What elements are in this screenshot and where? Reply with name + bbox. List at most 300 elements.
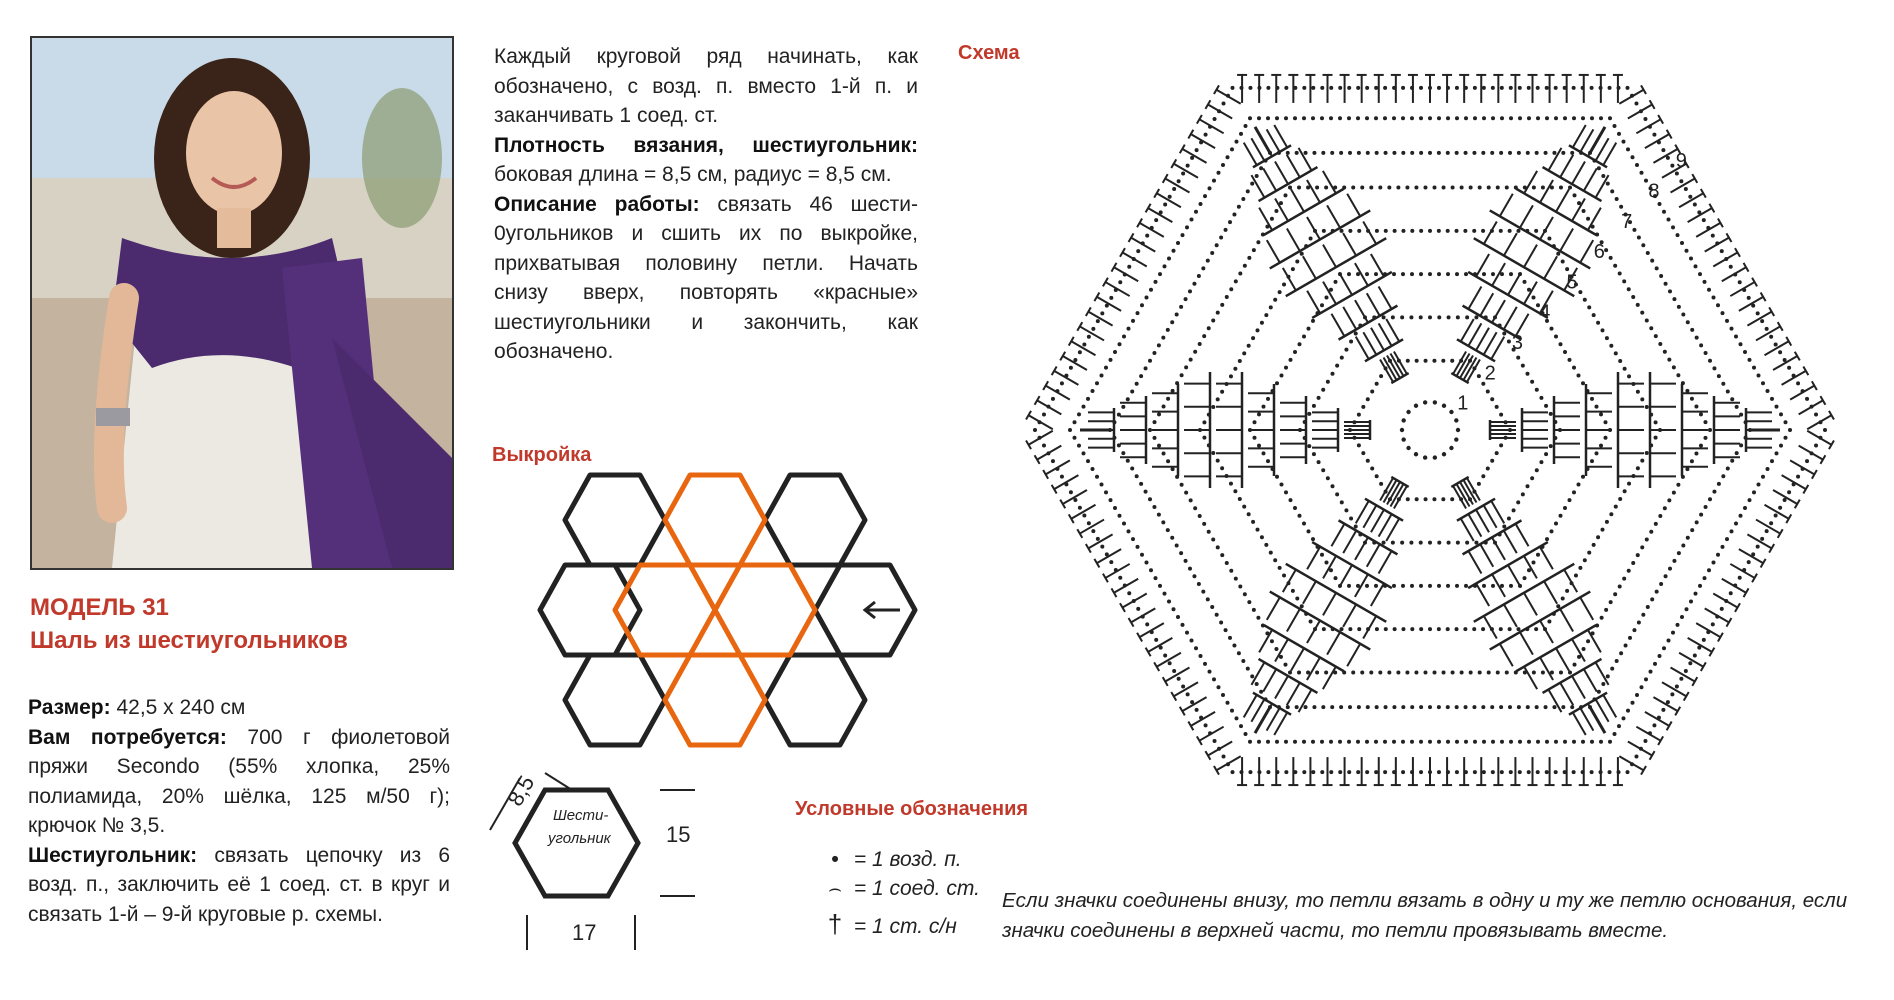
chain-dot: [1248, 770, 1252, 774]
chain-dot: [1568, 358, 1572, 362]
chain-dot: [1244, 732, 1248, 736]
double-crochet-stitch: [1097, 297, 1121, 311]
petal-stitch: [1343, 531, 1356, 554]
chain-dot: [1627, 569, 1631, 573]
petal-stitch: [1596, 662, 1609, 685]
chain-dot: [1302, 86, 1306, 90]
chain-dot: [1383, 740, 1387, 744]
chain-dot: [1619, 651, 1623, 655]
chain-dot: [1617, 724, 1621, 728]
chain-dot: [1307, 529, 1311, 533]
density-label: Плотность вязания, шестиугольник:: [494, 133, 918, 157]
chain-dot: [1130, 466, 1134, 470]
chain-dot: [1419, 541, 1423, 545]
chain-dot: [1689, 599, 1693, 603]
chain-dot: [1581, 475, 1585, 479]
petal-stitch: [1307, 217, 1320, 240]
chain-dot: [1351, 186, 1355, 190]
double-crochet-stitch: [1131, 238, 1155, 252]
chain-dot: [1295, 705, 1299, 709]
chain-dot: [1694, 592, 1698, 596]
chain-dot: [1693, 203, 1697, 207]
chain-dot: [1606, 674, 1610, 678]
chain-dot: [1661, 148, 1665, 152]
double-crochet-stitch: [1730, 564, 1754, 578]
chain-dot: [1311, 770, 1315, 774]
chain-dot: [1410, 627, 1414, 631]
chain-dot: [1661, 708, 1665, 712]
chain-dot: [1640, 397, 1644, 401]
chain-dot: [1587, 305, 1591, 309]
chain-dot: [1096, 319, 1100, 323]
chain-dot: [1570, 151, 1574, 155]
chain-dot: [1211, 405, 1215, 409]
chain-dot: [1136, 545, 1140, 549]
chain-dot: [1561, 705, 1565, 709]
chain-dot: [1668, 289, 1672, 293]
chain-dot: [1238, 272, 1242, 276]
chain-dot: [1532, 670, 1536, 674]
chain-dot: [1100, 483, 1104, 487]
chain-dot: [1446, 705, 1450, 709]
chain-dot: [1516, 627, 1520, 631]
chain-dot: [1527, 770, 1531, 774]
chain-dot: [1247, 512, 1251, 516]
petal-stitch: [1323, 593, 1336, 616]
petal-stitch: [1492, 300, 1505, 323]
chain-dot: [1192, 574, 1196, 578]
chain-dot: [1597, 690, 1601, 694]
chain-dot: [1221, 163, 1225, 167]
chain-dot: [1677, 305, 1681, 309]
chain-dot: [1091, 327, 1095, 331]
chain-dot: [1472, 229, 1476, 233]
chain-dot: [1704, 505, 1708, 509]
chain-dot: [1190, 218, 1194, 222]
chain-dot: [1157, 412, 1161, 416]
chain-dot: [1172, 669, 1176, 673]
chain-dot: [1694, 264, 1698, 268]
petal-stitch: [1307, 547, 1320, 570]
chain-dot: [1495, 451, 1499, 455]
chain-dot: [1631, 561, 1635, 565]
petal-stitch: [1520, 632, 1533, 655]
chain-dot: [1563, 116, 1567, 120]
chain-dot: [1561, 259, 1565, 263]
chain-dot: [1216, 545, 1220, 549]
chain-dot: [1419, 627, 1423, 631]
legend-slip-text: = 1 соед. ст.: [853, 877, 980, 900]
chain-dot: [1331, 372, 1335, 376]
double-crochet-stitch: [1722, 267, 1746, 281]
double-crochet-stitch: [1790, 386, 1814, 400]
chain-dot: [1338, 116, 1342, 120]
chain-dot: [1260, 321, 1264, 325]
chain-dot: [1312, 705, 1316, 709]
center-chain-dot: [1401, 418, 1405, 422]
double-crochet-stitch: [1705, 238, 1729, 252]
chain-dot: [1726, 390, 1730, 394]
chain-dot: [1509, 740, 1513, 744]
chain-dot: [1273, 298, 1277, 302]
chain-dot: [1073, 420, 1077, 424]
chain-dot: [1451, 670, 1455, 674]
chain-dot: [1136, 311, 1140, 315]
chain-dot: [1100, 545, 1104, 549]
chain-dot: [1469, 670, 1473, 674]
chain-dot: [1302, 334, 1306, 338]
chain-dot: [1118, 514, 1122, 518]
chain-dot: [1291, 589, 1295, 593]
row-number-label: 9: [1675, 150, 1687, 173]
chain-dot: [1232, 212, 1236, 216]
petal-stitch: [1484, 616, 1497, 639]
chain-dot: [1766, 467, 1770, 471]
hexagon-value: связать цепочку из 6 возд. п., заключить её 1 соед. ст. в круг и связать 1-й – 9-й круговые р. схемы.: [28, 843, 450, 926]
petal-stitch: [1524, 667, 1537, 690]
chain-dot: [1769, 335, 1773, 339]
chain-dot: [1712, 295, 1716, 299]
chain-dot: [1703, 436, 1707, 440]
chain-dot: [1738, 280, 1742, 284]
double-crochet-stitch: [1216, 90, 1240, 104]
chain-dot: [1518, 86, 1522, 90]
chain-dot: [1304, 705, 1308, 709]
chain-dot: [1720, 607, 1724, 611]
chain-dot: [1721, 474, 1725, 478]
chain-dot: [1391, 541, 1395, 545]
chain-dot: [1640, 311, 1644, 315]
chain-dot: [1202, 436, 1206, 440]
chain-dot: [1121, 405, 1125, 409]
chain-dot: [1233, 367, 1237, 371]
chain-dot: [1464, 272, 1468, 276]
chain-dot: [1252, 608, 1256, 612]
hex-black-5: [565, 655, 665, 745]
chain-dot: [1179, 305, 1183, 309]
chain-dot: [1743, 350, 1747, 354]
chain-dot: [1717, 374, 1721, 378]
chain-dot: [1455, 705, 1459, 709]
chain-dot: [1186, 692, 1190, 696]
chain-dot: [1775, 451, 1779, 455]
chain-dot: [1239, 724, 1243, 728]
schema-label: Схема: [958, 42, 1020, 64]
chain-dot: [1401, 272, 1405, 276]
chain-dot: [1118, 342, 1122, 346]
chain-dot: [1521, 364, 1525, 368]
chain-dot: [1632, 628, 1636, 632]
chain-dot: [1645, 405, 1649, 409]
chain-dot: [1320, 303, 1324, 307]
chain-dot: [1243, 592, 1247, 596]
chain-dot: [1617, 132, 1621, 136]
chain-dot: [1091, 467, 1095, 471]
petal-stitch: [1287, 609, 1300, 632]
chain-dot: [1401, 151, 1405, 155]
chain-dot: [1721, 382, 1725, 386]
petal-stitch: [1500, 194, 1513, 217]
chain-dot: [1729, 591, 1733, 595]
chain-dot: [1365, 116, 1369, 120]
chain-dot: [1512, 508, 1516, 512]
chain-dot: [1695, 336, 1699, 340]
chain-dot: [1428, 116, 1432, 120]
chain-dot: [1676, 623, 1680, 627]
chain-dot: [1384, 705, 1388, 709]
chain-dot: [1823, 428, 1827, 432]
chain-dot: [1095, 381, 1099, 385]
petal-stitch: [1480, 544, 1493, 567]
chain-dot: [1536, 86, 1540, 90]
chain-dot: [1640, 459, 1644, 463]
chain-dot: [1508, 627, 1512, 631]
chain-dot: [1207, 326, 1211, 330]
double-crochet-stitch: [1054, 475, 1078, 489]
chain-dot: [1541, 670, 1545, 674]
chain-dot: [1199, 654, 1203, 658]
chain-dot: [1280, 483, 1284, 487]
note-text: Если значки соединены внизу, то петли вязать в одну и ту же петлю основания, если значки соединены в верхней части, то петли провязывать вместе.: [1002, 889, 1848, 942]
chain-dot: [1127, 265, 1131, 269]
double-crochet-stitch: [1799, 400, 1823, 414]
chain-dot: [1338, 770, 1342, 774]
chain-dot: [1229, 569, 1233, 573]
chain-dot: [1547, 236, 1551, 240]
chain-dot: [1234, 279, 1238, 283]
chain-dot: [1330, 151, 1334, 155]
chain-dot: [1256, 528, 1260, 532]
chain-dot: [1325, 561, 1329, 565]
chain-dot: [1649, 326, 1653, 330]
chain-dot: [1636, 466, 1640, 470]
chain-dot: [1788, 428, 1792, 432]
chain-dot: [1658, 202, 1662, 206]
chain-dot: [1787, 490, 1791, 494]
chain-dot: [1735, 451, 1739, 455]
petal-stitch: [1275, 162, 1288, 185]
petal-stitch: [1468, 551, 1481, 574]
chain-dot: [1401, 584, 1405, 588]
chain-dot: [1635, 163, 1639, 167]
chain-dot: [1185, 225, 1189, 229]
chain-dot: [1197, 274, 1201, 278]
chain-dot: [1615, 659, 1619, 663]
chain-dot: [1264, 543, 1268, 547]
chain-dot: [1654, 436, 1658, 440]
chain-dot: [1340, 500, 1344, 504]
chain-dot: [1663, 350, 1667, 354]
chain-dot: [1559, 514, 1563, 518]
chain-dot: [1109, 560, 1113, 564]
chain-dot: [1339, 705, 1343, 709]
chain-dot: [1590, 459, 1594, 463]
chain-dot: [1224, 628, 1228, 632]
chain-dot: [1573, 193, 1577, 197]
chain-dot: [1161, 336, 1165, 340]
chain-dot: [1423, 670, 1427, 674]
chain-dot: [1784, 436, 1788, 440]
chain-dot: [1302, 116, 1306, 120]
chain-dot: [1203, 662, 1207, 666]
center-chain-dot: [1456, 428, 1460, 432]
chain-dot: [1354, 332, 1358, 336]
chain-dot: [1654, 420, 1658, 424]
chain-dot: [1536, 740, 1540, 744]
chain-dot: [1400, 315, 1404, 319]
chain-dot: [1671, 631, 1675, 635]
chain-dot: [1286, 705, 1290, 709]
chain-dot: [1273, 558, 1277, 562]
chain-dot: [1419, 116, 1423, 120]
chain-dot: [1637, 236, 1641, 240]
chain-dot: [1419, 770, 1423, 774]
chain-dot: [1210, 251, 1214, 255]
double-crochet-stitch: [1653, 697, 1677, 711]
chain-dot: [1667, 218, 1671, 222]
chain-dot: [1356, 740, 1360, 744]
petal-stitch: [1343, 604, 1356, 627]
chain-dot: [1627, 482, 1631, 486]
chain-dot: [1086, 397, 1090, 401]
chain-dot: [1307, 412, 1311, 416]
chain-dot: [1330, 705, 1334, 709]
chain-dot: [1587, 551, 1591, 555]
chain-dot: [1266, 459, 1270, 463]
chain-dot: [1366, 397, 1370, 401]
center-chain-dot: [1401, 437, 1405, 441]
chain-dot: [1264, 313, 1268, 317]
chain-dot: [1162, 451, 1166, 455]
chain-dot: [1162, 405, 1166, 409]
chain-dot: [1610, 667, 1614, 671]
chain-dot: [1280, 373, 1284, 377]
petal-stitch: [1564, 570, 1577, 593]
chain-dot: [1474, 315, 1478, 319]
chain-dot: [1581, 381, 1585, 385]
chain-dot: [1711, 622, 1715, 626]
chain-dot: [1725, 537, 1729, 541]
chain-dot: [1614, 505, 1618, 509]
chain-dot: [1505, 670, 1509, 674]
chain-dot: [1405, 670, 1409, 674]
chain-dot: [1760, 319, 1764, 323]
chain-dot: [1437, 740, 1441, 744]
chain-dot: [1163, 264, 1167, 268]
chain-dot: [1127, 529, 1131, 533]
chain-dot: [1568, 670, 1572, 674]
chain-dot: [1770, 397, 1774, 401]
chain-dot: [1184, 491, 1188, 495]
row-number-label: 4: [1539, 301, 1551, 324]
chain-dot: [1257, 444, 1261, 448]
chain-dot: [1242, 351, 1246, 355]
chain-dot: [1222, 755, 1226, 759]
chain-dot: [1219, 620, 1223, 624]
crochet-schema-diagram: [1000, 50, 1860, 830]
chain-dot: [1581, 740, 1585, 744]
chain-dot: [1609, 256, 1613, 260]
chain-dot: [1152, 351, 1156, 355]
chain-dot: [1419, 229, 1423, 233]
chain-dot: [1253, 436, 1257, 440]
petal-stitch: [1584, 168, 1597, 191]
chain-dot: [1424, 359, 1428, 363]
chain-dot: [1298, 342, 1302, 346]
chain-dot: [1406, 497, 1410, 501]
chain-dot: [1550, 529, 1554, 533]
chain-dot: [1526, 151, 1530, 155]
chain-dot: [1229, 287, 1233, 291]
chain-dot: [1157, 444, 1161, 448]
double-crochet-stitch: [1722, 579, 1746, 593]
chain-dot: [1289, 358, 1293, 362]
chain-dot: [1340, 356, 1344, 360]
chain-dot: [1491, 272, 1495, 276]
chain-dot: [1491, 770, 1495, 774]
chain-dot: [1450, 497, 1454, 501]
chain-dot: [1442, 186, 1446, 190]
chain-dot: [1690, 459, 1694, 463]
chain-dot: [1644, 677, 1648, 681]
chain-dot: [1246, 667, 1250, 671]
chain-dot: [1378, 670, 1382, 674]
chain-dot: [1415, 497, 1419, 501]
chain-dot: [1230, 147, 1234, 151]
chain-dot: [1284, 116, 1288, 120]
chain-dot: [1375, 627, 1379, 631]
chain-dot: [1307, 444, 1311, 448]
chain-dot: [1230, 709, 1234, 713]
chain-dot: [1668, 567, 1672, 571]
chain-dot: [1266, 740, 1270, 744]
chain-dot: [1139, 482, 1143, 486]
chain-dot: [1601, 174, 1605, 178]
chain-dot: [1401, 229, 1405, 233]
chain-dot: [1220, 553, 1224, 557]
chain-dot: [1601, 328, 1605, 332]
petal-stitch: [1263, 669, 1276, 692]
chain-dot: [1104, 366, 1108, 370]
chain-dot: [1320, 86, 1324, 90]
chain-dot: [1534, 627, 1538, 631]
chain-dot: [1298, 514, 1302, 518]
chain-dot: [1535, 468, 1539, 472]
chain-dot: [1747, 560, 1751, 564]
chain-dot: [1309, 620, 1313, 624]
chain-dot: [1433, 670, 1437, 674]
chain-dot: [1472, 705, 1476, 709]
chain-dot: [1241, 197, 1245, 201]
double-crochet-stitch: [1199, 119, 1223, 133]
chain-dot: [1234, 577, 1238, 581]
chain-dot: [1563, 350, 1567, 354]
double-crochet-stitch: [1713, 594, 1737, 608]
chain-dot: [1347, 770, 1351, 774]
chain-dot: [1356, 770, 1360, 774]
double-crochet-stitch: [1807, 431, 1831, 445]
chain-dot: [1552, 705, 1556, 709]
chain-dot: [1590, 86, 1594, 90]
chain-dot: [1437, 116, 1441, 120]
chain-dot: [1613, 264, 1617, 268]
chain-dot: [1284, 86, 1288, 90]
materials-label: Вам потребуется:: [28, 725, 227, 749]
chain-dot: [1578, 566, 1582, 570]
chain-dot: [1180, 373, 1184, 377]
chain-dot: [1158, 584, 1162, 588]
chain-dot: [1437, 86, 1441, 90]
